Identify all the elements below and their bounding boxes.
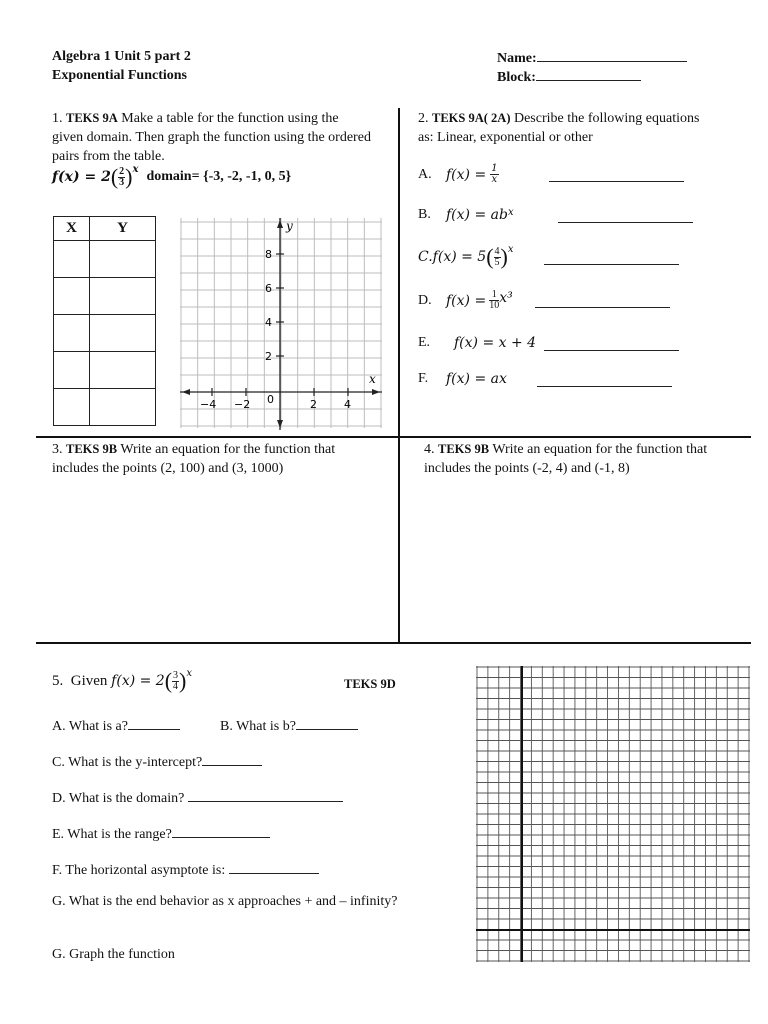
q5-g-graph: G. Graph the function: [52, 947, 175, 962]
name-blank[interactable]: [537, 47, 687, 62]
q5-function: 5. Given f(x) = 2 ( $\frac{3}{4}$ ) x: [52, 668, 193, 693]
q5-graph-grid[interactable]: [476, 666, 750, 962]
vertical-divider-top: [398, 108, 400, 644]
q1-prompt: 1. TEKS 9A Make a table for the function using the given domain. Then graph the function using the ordered pairs from the table.: [52, 111, 371, 164]
answer-blank[interactable]: [296, 715, 358, 730]
y-tick-label: 2: [265, 350, 272, 363]
x-tick-label: 4: [344, 398, 351, 411]
answer-blank[interactable]: [558, 208, 693, 223]
table-row[interactable]: [54, 241, 156, 278]
table-header-y: Y: [90, 217, 156, 241]
answer-blank[interactable]: [172, 823, 270, 838]
q2-item-e: E. f(x) = x + 4: [418, 335, 679, 351]
q5-teks: TEKS 9D: [344, 677, 396, 691]
q5-f: F. The horizontal asymptote is:: [52, 859, 319, 879]
title-line-1: Algebra 1 Unit 5 part 2: [52, 49, 191, 64]
q2-item-c: C. f(x) = 5 ( $\frac{4}{5}$ ) x: [418, 244, 679, 270]
answer-blank[interactable]: [537, 372, 672, 387]
x-tick-label: −2: [234, 398, 251, 411]
q5-b: B. What is b?: [220, 715, 358, 735]
answer-blank[interactable]: [544, 336, 679, 351]
table-cell[interactable]: [90, 389, 156, 426]
q1-function: f(x) = 2 ( $\frac{2}{3}$ ) x domain= {-3, -2, -1, 0, 5}: [52, 164, 292, 189]
horizontal-divider-bottom: [36, 642, 751, 644]
answer-blank[interactable]: [544, 250, 679, 265]
q3-prompt: 3. TEKS 9B Write an equation for the function that includes the points (2, 100) and (3, 1000): [52, 442, 336, 476]
q5-d: D. What is the domain?: [52, 787, 343, 807]
q5-a: A. What is a?: [52, 715, 180, 735]
table-cell[interactable]: [54, 241, 90, 278]
x-axis-label: x: [369, 372, 376, 386]
x-tick-label: −4: [200, 398, 217, 411]
table-cell[interactable]: [54, 352, 90, 389]
table-row[interactable]: [54, 352, 156, 389]
answer-blank[interactable]: [229, 859, 319, 874]
table-cell[interactable]: [54, 278, 90, 315]
answer-blank[interactable]: [128, 715, 180, 730]
name-field[interactable]: Name:: [497, 47, 687, 67]
table-cell[interactable]: [54, 315, 90, 352]
table-cell[interactable]: [90, 315, 156, 352]
q1-coordinate-grid[interactable]: [180, 218, 382, 430]
q2-item-d: D. f(x) = $\frac{1}{10}$ x³: [418, 290, 670, 311]
answer-blank[interactable]: [188, 787, 343, 802]
table-cell[interactable]: [90, 241, 156, 278]
q2-item-b: B. f(x) = ab x: [418, 207, 693, 223]
table-row[interactable]: [54, 278, 156, 315]
table-cell[interactable]: [90, 352, 156, 389]
answer-blank[interactable]: [549, 167, 684, 182]
table-cell[interactable]: [54, 389, 90, 426]
q2-item-f: F. f(x) = ax: [418, 371, 672, 387]
y-tick-label: 4: [265, 316, 272, 329]
block-blank[interactable]: [536, 66, 641, 81]
q5-c: C. What is the y-intercept?: [52, 751, 262, 771]
table-row[interactable]: [54, 389, 156, 426]
q2-item-a: A. f(x) = $\frac{1}{x}$: [418, 164, 684, 185]
answer-blank[interactable]: [535, 293, 670, 308]
worksheet-title: [52, 47, 191, 85]
q5-g-end-behavior: G. What is the end behavior as x approaches + and – infinity?: [52, 894, 398, 909]
x-tick-label: 0: [267, 393, 274, 406]
answer-blank[interactable]: [202, 751, 262, 766]
table-row[interactable]: [54, 315, 156, 352]
y-tick-label: 6: [265, 282, 272, 295]
q5-e: E. What is the range?: [52, 823, 270, 843]
y-axis-label: y: [286, 219, 293, 233]
y-tick-label: 8: [265, 248, 272, 261]
q4-prompt: 4. TEKS 9B Write an equation for the function that includes the points (-2, 4) and (-1, 8): [424, 442, 708, 476]
table-header-x: X: [54, 217, 90, 241]
x-tick-label: 2: [310, 398, 317, 411]
q2-prompt: 2. TEKS 9A( 2A) Describe the following equations as: Linear, exponential or other: [418, 111, 700, 145]
title-line-2: Exponential Functions: [52, 68, 187, 83]
table-cell[interactable]: [90, 278, 156, 315]
xy-table: [53, 216, 156, 426]
block-field[interactable]: Block:: [497, 66, 641, 86]
horizontal-divider-middle: [36, 436, 751, 438]
